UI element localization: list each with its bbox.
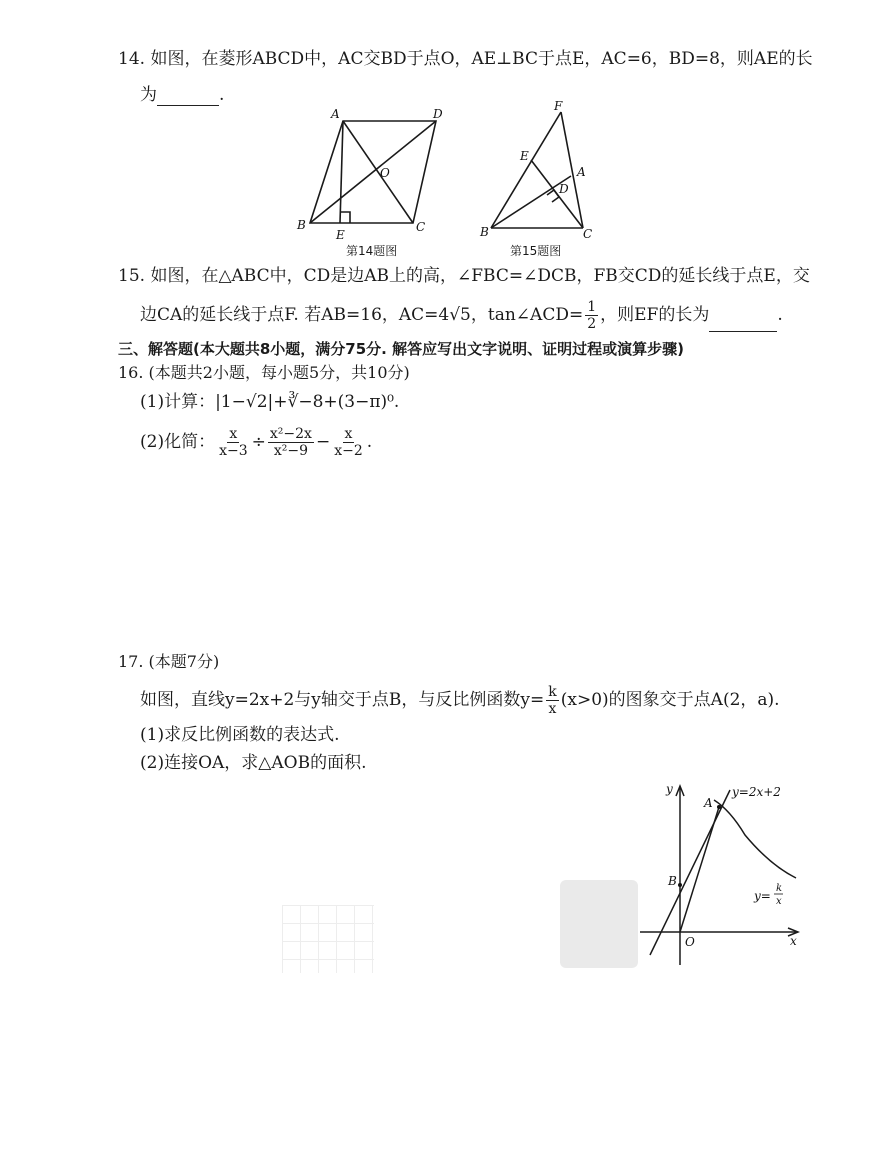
segment-oa [680,807,719,932]
scan-artifact-smudge [560,880,638,968]
fig15-label-e: E [520,149,529,163]
fig14-label-o: O [380,166,390,180]
q16-part2-prefix: (2)化简： [140,432,216,452]
q16-frac-2 [268,426,314,459]
q14-line2-end: . [219,85,225,105]
q17-frac-num: k [548,684,557,700]
q17-header: 17. (本题7分) [118,652,220,671]
fig15-label-c: C [583,227,593,241]
scan-artifact-grid [282,905,374,973]
segment-ba [491,176,571,228]
rhombus-outline [310,121,436,223]
graph-point-b-label: B [668,874,677,888]
fig14-label-e: E [336,228,345,242]
q17-fraction [546,684,558,717]
graph-curve-label-num: k [776,883,783,894]
q16-part2-end: . [366,432,373,452]
q15-frac-num: 1 [587,299,597,315]
q14-line1: 14. 如图，在菱形ABCD中，AC交BD于点O，AE⊥BC于点E，AC=6，BD=8，则AE的长 [118,49,813,69]
q14-answer-blank[interactable] [157,89,219,106]
line-y-2x-plus-2 [650,790,730,955]
q17-part1: (1)求反比例函数的表达式. [140,725,340,745]
fig14-label-a: A [331,107,340,121]
fig15-label-b: B [480,225,489,239]
q15-frac-den: 2 [587,316,597,332]
fig14-label-c: C [416,220,426,234]
graph-point-a-label: A [704,796,713,810]
q16-header: 16. (本题共2小题，每小题5分，共10分) [118,363,410,382]
q15-line2-end: . [777,305,783,325]
q16-op-minus: − [315,432,331,452]
segment-bf [491,112,561,228]
curve-y-k-over-x [714,800,796,878]
q16-frac-1-num: x [229,426,238,442]
segment-fc [561,112,583,228]
q15-line2 [140,298,783,332]
section-3-title: 三、解答题(本大题共8小题，满分75分. 解答应写出文字说明、证明过程或演算步骤) [118,340,684,358]
q15-fraction [585,299,598,332]
diagonal-bd [310,121,436,223]
fig15-label-a: A [577,165,586,179]
x-axis-arrow [788,928,798,936]
fig14-caption: 第14题图 [346,244,398,258]
fig14-label-b: B [297,218,306,232]
graph-curve-label-den: x [776,896,782,907]
fig15-label-d: D [559,182,569,196]
point-a-dot [717,805,721,809]
q17-line1 [140,682,780,718]
q16-frac-1 [217,426,250,459]
fig14-label-d: D [433,107,443,121]
q17-line1-text-b: (x>0)的图象交于点A(2，a). [560,690,780,710]
q16-frac-3-den: x−2 [334,443,363,459]
q15-line2-text-a: 边CA的延长线于点F. 若AB=16，AC=4√5，tan∠ACD= [140,305,584,325]
q16-op-divide: ÷ [251,432,266,452]
diagonal-ac [343,121,413,223]
q17-part2: (2)连接OA，求△AOB的面积. [140,753,367,773]
q16-frac-2-num: x²−2x [269,426,312,442]
y-axis-arrow [676,786,684,796]
q14-line2 [140,84,224,106]
q16-part2 [140,424,372,460]
q15-line1: 15. 如图，在△ABC中，CD是边AB上的高，∠FBC=∠DCB，FB交CD的延长线于点E，交 [118,266,810,286]
q16-frac-1-den: x−3 [219,443,248,459]
graph-curve-label-prefix: y= [754,889,771,903]
q15-line2-text-b: ，则EF的长为 [600,305,710,325]
right-angle-mark [547,190,559,202]
right-angle-mark [340,212,350,223]
graph-y-axis-label: y [666,782,673,796]
q14-line2-text: 为 [140,85,157,105]
graph-x-axis-label: x [790,934,797,948]
q16-frac-2-den: x²−9 [273,443,308,459]
q16-frac-3 [332,426,365,459]
q16-part1: (1)计算：|1−√2|+∛−8+(3−π)⁰. [140,392,400,412]
fig15-label-f: F [554,99,563,113]
graph-line-label: y=2x+2 [732,785,781,799]
graph-origin-label: O [685,935,695,949]
q17-frac-den: x [548,701,557,717]
segment-ce [531,160,583,228]
q17-line1-text-a: 如图，直线y=2x+2与y轴交于点B，与反比例函数y= [140,690,545,710]
point-b-dot [678,883,682,887]
q16-frac-3-num: x [344,426,353,442]
altitude-ae [340,121,343,223]
q15-answer-blank[interactable] [709,315,777,332]
fig15-caption: 第15题图 [510,244,562,258]
